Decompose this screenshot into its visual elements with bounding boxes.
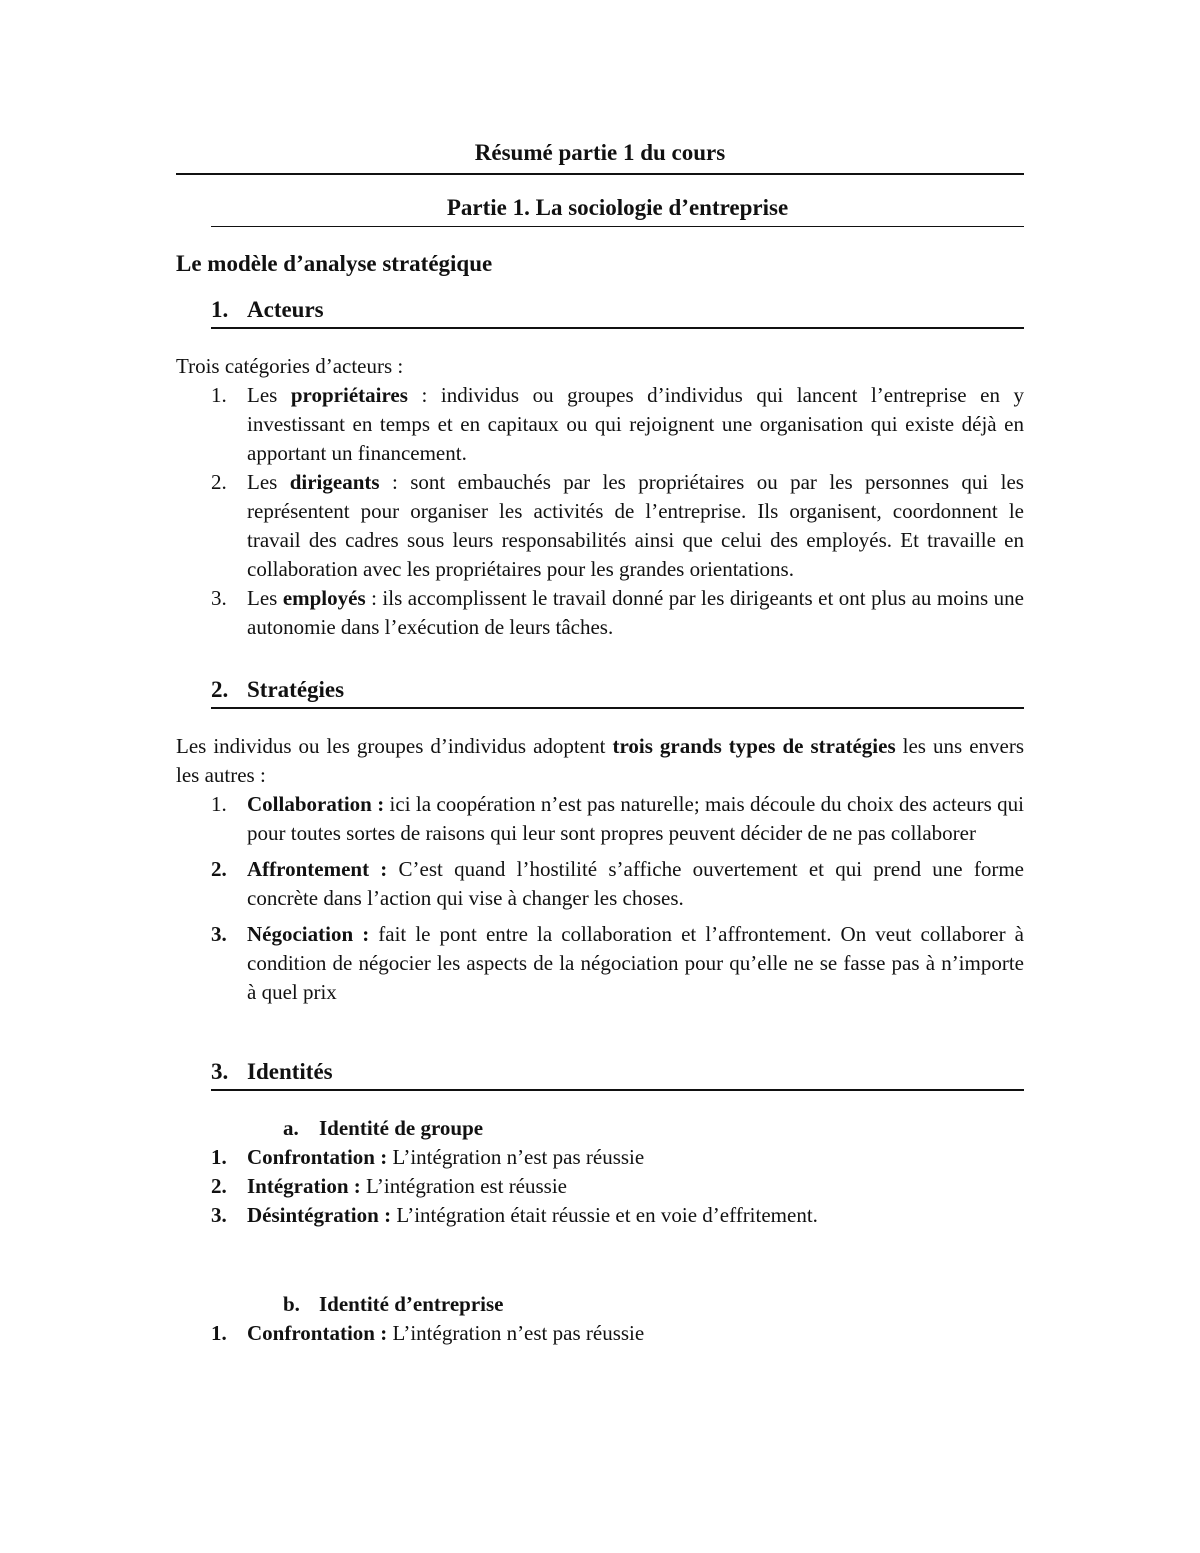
item-term: Collaboration : bbox=[247, 792, 385, 816]
list-number: 3. bbox=[211, 922, 227, 946]
document-title: Résumé partie 1 du cours bbox=[176, 138, 1024, 175]
item-term: Intégration : bbox=[247, 1174, 361, 1198]
section-title: Stratégies bbox=[247, 677, 345, 702]
section-identites-heading bbox=[211, 1057, 1024, 1091]
list-number: 3. bbox=[211, 1203, 227, 1227]
strategies-list bbox=[176, 790, 1024, 1007]
item-term: employés bbox=[282, 586, 366, 610]
item-text: L’intégration n’est pas réussie bbox=[387, 1145, 645, 1169]
section-number: 1. bbox=[211, 297, 229, 322]
item-text: C’est quand l’hostilité s’affiche ouvertement et qui prend une forme concrète dans l’action qui vise à changer les choses. bbox=[247, 857, 1024, 910]
list-number: 1. bbox=[211, 792, 227, 816]
list-item bbox=[211, 381, 1024, 468]
model-title: Le modèle d’analyse stratégique bbox=[176, 251, 493, 276]
list-item-body bbox=[247, 855, 1024, 913]
item-prefix: Les bbox=[247, 470, 290, 494]
list-item-body bbox=[247, 790, 1024, 848]
section-title: Acteurs bbox=[247, 297, 324, 322]
item-text: L’intégration n’est pas réussie bbox=[387, 1321, 645, 1345]
item-prefix: Les bbox=[247, 586, 283, 610]
list-number: 1. bbox=[211, 1145, 227, 1169]
list-number: 1. bbox=[211, 383, 227, 407]
item-text: L’intégration était réussie et en voie d’effritement. bbox=[391, 1203, 818, 1227]
list-item bbox=[211, 1143, 1024, 1172]
list-item bbox=[211, 1172, 1024, 1201]
item-term: Confrontation : bbox=[247, 1321, 388, 1345]
section-title: Identités bbox=[247, 1059, 333, 1084]
list-item-body bbox=[247, 920, 1024, 1007]
list-number: 1. bbox=[211, 1321, 227, 1345]
intro-text: les uns envers les autres : bbox=[176, 734, 1024, 787]
subsection-marker: a. bbox=[283, 1116, 299, 1140]
item-term: Confrontation : bbox=[247, 1145, 388, 1169]
strategies-intro bbox=[176, 732, 1024, 790]
intro-bold-text: trois grands types de stratégies bbox=[612, 734, 896, 758]
item-term: propriétaires bbox=[290, 383, 408, 407]
list-item-body bbox=[247, 468, 1024, 584]
subsection-identite-entreprise-heading bbox=[283, 1290, 1024, 1319]
item-term: dirigeants bbox=[289, 470, 380, 494]
part-title: Partie 1. La sociologie d’entreprise bbox=[211, 193, 1024, 227]
list-item bbox=[211, 1201, 1024, 1230]
list-item-body bbox=[247, 1201, 1024, 1230]
list-item bbox=[211, 790, 1024, 848]
list-number: 3. bbox=[211, 586, 227, 610]
list-number: 2. bbox=[211, 470, 227, 494]
item-text: ici la coopération n’est pas naturelle; mais découle du choix des acteurs qui pour toutes sortes de raisons qui leur sont propres peuvent décider de ne pas collaborer bbox=[247, 792, 1024, 845]
list-item-body bbox=[247, 1172, 1024, 1201]
list-item bbox=[211, 920, 1024, 1007]
list-item bbox=[211, 855, 1024, 913]
item-text: : sont embauchés par les propriétaires ou par les personnes qui les représentent pour organiser les activités de l’entreprise. Ils organisent, coordonnent le travail des cadres sous leurs responsabilités ainsi que celui des employés. Et travaille en collaboration avec les propriétaires pour les grandes orientations. bbox=[247, 470, 1024, 581]
subsection-identite-groupe-heading bbox=[283, 1114, 1024, 1143]
item-text: : ils accomplissent le travail donné par les dirigeants et ont plus au moins une autonomie dans l’exécution de leurs tâches. bbox=[247, 586, 1025, 639]
subsection-title: Identité d’entreprise bbox=[319, 1292, 504, 1316]
list-item bbox=[211, 1319, 1024, 1348]
list-item-body bbox=[247, 584, 1024, 642]
section-strategies-heading bbox=[211, 675, 1024, 709]
item-term: Affrontement : bbox=[247, 857, 388, 881]
item-text: L’intégration est réussie bbox=[360, 1174, 568, 1198]
acteurs-list bbox=[176, 381, 1024, 642]
list-item-body bbox=[247, 381, 1024, 468]
list-item bbox=[211, 584, 1024, 642]
intro-text: Les individus ou les groupes d’individus adoptent bbox=[176, 734, 613, 758]
section-number: 3. bbox=[211, 1059, 229, 1084]
document-content bbox=[176, 138, 1024, 1348]
item-prefix: Les bbox=[247, 383, 291, 407]
item-text: fait le pont entre la collaboration et l’affrontement. On veut collaborer à condition de négocier les aspects de la négociation pour qu’elle ne se fasse pas à n’importe à quel prix bbox=[247, 922, 1024, 1004]
section-number: 2. bbox=[211, 677, 229, 702]
list-item-body bbox=[247, 1319, 1024, 1348]
list-item bbox=[211, 468, 1024, 584]
acteurs-intro: Trois catégories d’acteurs : bbox=[176, 354, 404, 378]
subsection-title: Identité de groupe bbox=[319, 1116, 484, 1140]
identite-entreprise-list bbox=[176, 1319, 1024, 1348]
item-text: : individus ou groupes d’individus qui lancent l’entreprise en y investissant en temps et en capitaux ou qui rejoignent une organisation qui existe déjà en apportant un financement. bbox=[247, 383, 1024, 465]
subsection-marker: b. bbox=[283, 1292, 300, 1316]
section-acteurs-heading bbox=[211, 295, 1024, 329]
list-number: 2. bbox=[211, 857, 227, 881]
list-number: 2. bbox=[211, 1174, 227, 1198]
item-term: Désintégration : bbox=[247, 1203, 392, 1227]
list-item-body bbox=[247, 1143, 1024, 1172]
identite-groupe-list bbox=[176, 1143, 1024, 1230]
item-term: Négociation : bbox=[247, 922, 370, 946]
